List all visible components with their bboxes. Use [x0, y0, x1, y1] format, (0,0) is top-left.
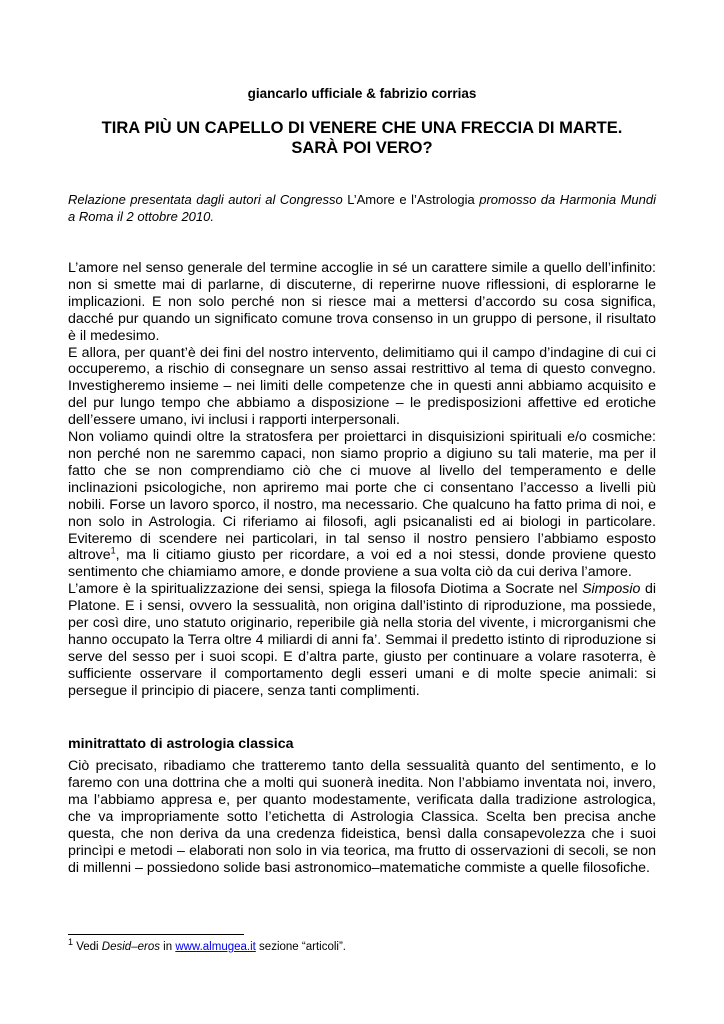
- section-paragraph-1: Ciò precisato, ribadiamo che tratteremo tanto della sessualità quanto del sentimento, e lo faremo con una dottrina che a molti qui suonerà inedita. Non l’abbiamo inventata noi, invero, ma l’abbiamo appresa e, per quanto modestamente, verificata dalla tradizione astrologica, che va impropriamente sotto l’etichetta di Astrologia Classica. Scelta ben precisa anche questa, che non deriva da una credenza fideistica, bensì dalla consapevolezza che i suoi princìpi e metodi – elaborati non solo in via teorica, ma frutto di osservazioni di secoli, se non di millenni – possiedono solide basi astronomico–matematiche commiste a quelle filosofiche.: [68, 758, 656, 876]
- paragraph-4-text-b: di Platone. E i sensi, ovvero la sessualità, non origina dall’istinto di riproduzione, ma possiede, per così dire, uno statuto originario, reperibile già nella storia del vivente, i microrganismi che hanno occupato la Terra oltre 4 miliardi di anni fa’. Semmai il predetto istinto di riproduzione si serve del sesso per i suoi scopi. E d’altra parte, giusto per continuare a volare rasoterra, è sufficiente osservare il comportamento degli esseri umani e di molte specie animali: si persegue il principio di piacere, senza tanti complimenti.: [68, 581, 657, 699]
- footnote-italic: Desid–eros: [101, 941, 160, 953]
- footnote-ref[interactable]: 1: [110, 545, 116, 556]
- footnote-link[interactable]: www.almugea.it: [175, 941, 256, 953]
- paragraph-3-text-a: Non voliamo quindi oltre la stratosfera per proiettarci in disquisizioni spirituali e/o cosmiche: non perché non ne saremmo capaci, non siamo proprio a digiuno su tali materie, ma per il fatto che se non comprendiamo ciò che ci muove al livello del temperamento e delle inclinazioni psicologiche, non apriremo mai porte che ci consentano l’accesso a livelli più nobili. Forse un lavoro sporco, il nostro, ma necessario. Che qualcuno ha fatto prima di noi, e non solo in Astrologia. Ci riferiamo ai filosofi, agli psicanalisti ed ai biologi in particolare. Eviteremo di scendere nei particolari, in tal senso il nostro pensiero l’abbiamo esposto altrove: [68, 429, 656, 564]
- paragraph-3: [68, 429, 656, 581]
- footnote-text-3: sezione “articoli”.: [255, 941, 346, 953]
- intro-italic-2: promosso da Harmonia Mundi a Roma il 2 ottobre 2010.: [68, 192, 657, 224]
- title-line-2: SARÀ POI VERO?: [291, 139, 433, 157]
- footnote-text-2: in: [159, 941, 176, 953]
- footnote: [68, 937, 656, 954]
- intro-note: [68, 191, 656, 225]
- section-body: [68, 758, 656, 877]
- paragraph-4-italic: Simposio: [582, 581, 641, 598]
- footnote-number: 1: [68, 937, 74, 948]
- authors-line: giancarlo ufficiale & fabrizio corrias: [247, 86, 477, 101]
- paragraph-3-text-b: , ma li citiamo giusto per ricordare, a voi ed a noi stessi, donde proviene questo sentimento che chiamiamo amore, e donde proviene a sua volta ciò da cui deriva l’amore.: [68, 547, 656, 581]
- title-line-1: TIRA PIÙ UN CAPELLO DI VENERE CHE UNA FRECCIA DI MARTE.: [101, 119, 623, 137]
- section-heading: minitrattato di astrologia classica: [68, 736, 294, 752]
- paragraph-2: E allora, per quant’è dei fini del nostro intervento, delimitiamo qui il campo d’indagine di cui ci occuperemo, a rischio di consegnare un senso assai restrittivo al tema di questo convegno. Investigheremo insieme – nei limiti delle competenze che in questi anni abbiamo acquisito e del pur lungo tempo che abbiamo a disposizione – le predisposizioni affettive ed erotiche dell’essere umano, ivi inclusi i rapporti interpersonali.: [68, 344, 656, 429]
- document-title: [60, 118, 664, 158]
- intro-event-name: L’Amore e l’Astrologia: [342, 192, 480, 207]
- footnote-divider: [68, 934, 244, 935]
- body-text: [68, 260, 656, 700]
- intro-italic-1: Relazione presentata dagli autori al Congresso: [68, 192, 343, 207]
- paragraph-1: L’amore nel senso generale del termine accoglie in sé un carattere simile a quello dell’infinito: non si smette mai di parlarne, di discuterne, di reperirne nuove riflessioni, di esplorarne le implicazioni. E non solo perché non si riesce mai a mettersi d’accordo su cosa significa, dacché pur quando un significato comune trova consenso in un gruppo di persone, il risultato è il medesimo.: [68, 260, 656, 344]
- paragraph-4-text-a: L’amore è la spiritualizzazione dei sensi, spiega la filosofa Diotima a Socrate nel: [68, 581, 583, 598]
- footnote-text-1: Vedi: [73, 941, 102, 953]
- paragraph-4: [68, 581, 656, 699]
